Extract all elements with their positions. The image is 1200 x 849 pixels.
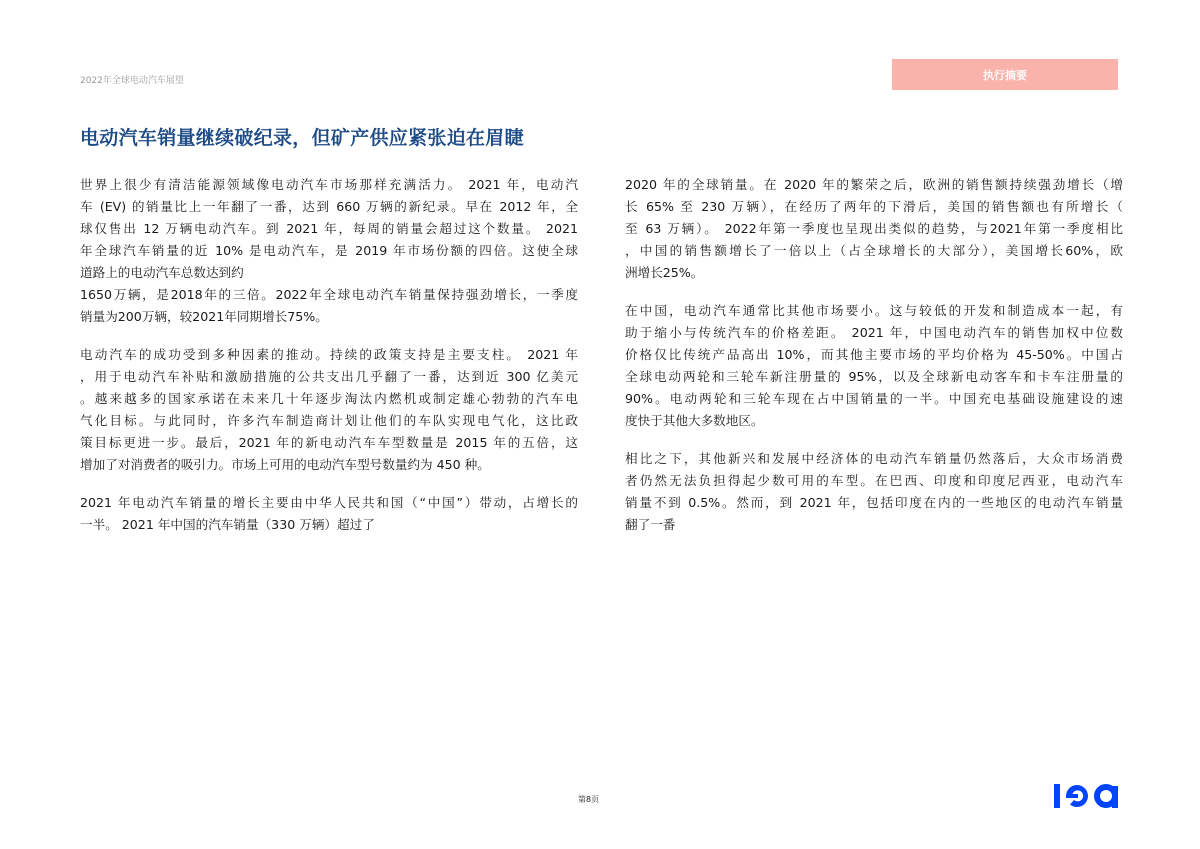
- text-line: 度快于其他大多数地区。: [625, 413, 764, 428]
- paragraph: [80, 492, 578, 536]
- paragraph: [80, 344, 578, 476]
- text-line: 助于缩小与传统汽车的价格差距。 2021 年，中国电动汽车的销售加权中位数: [625, 325, 1123, 340]
- text-line: 者仍然无法负担得起少数可用的车型。在巴西、印度和印度尼西亚，电动汽车: [625, 473, 1123, 488]
- paragraph: [625, 300, 1123, 432]
- text-line: 销量不到 0.5%。然而，到 2021 年，包括印度在内的一些地区的电动汽车销量: [625, 495, 1123, 510]
- text-line: ，中国的销售额增长了一倍以上（占全球增长的大部分），美国增长60%，欧: [625, 243, 1123, 258]
- text-line: 相比之下，其他新兴和发展中经济体的电动汽车销量仍然落后，大众市场消费: [625, 451, 1123, 466]
- text-line: 增加了对消费者的吸引力。市场上可用的电动汽车型号数量约为 450 种。: [80, 457, 490, 472]
- text-line: 道路上的电动汽车总数达到约: [80, 265, 244, 280]
- text-line: 车 (EV) 的销量比上一年翻了一番，达到 660 万辆的新纪录。早在 2012 年，全: [80, 199, 578, 214]
- paragraph: [80, 174, 578, 328]
- text-line: 销量为200万辆，较2021年同期增长75%。: [80, 309, 328, 324]
- text-line: 一半。 2021 年中国的汽车销量（330 万辆）超过了: [80, 517, 375, 532]
- text-line: 气化目标。与此同时，许多汽车制造商计划让他们的车队实现电气化，这比政: [80, 413, 578, 428]
- body-column-left: [80, 174, 578, 552]
- paragraph: [625, 174, 1123, 284]
- text-line: 在中国，电动汽车通常比其他市场要小。这与较低的开发和制造成本一起，有: [625, 303, 1123, 318]
- text-line: 。越来越多的国家承诺在未来几十年逐步淘汰内燃机或制定雄心勃勃的汽车电: [80, 391, 578, 406]
- paragraph: [625, 448, 1123, 536]
- text-line: 1650万辆，是2018年的三倍。2022年全球电动汽车销量保持强劲增长，一季度: [80, 287, 578, 302]
- page-number: 第8页: [578, 795, 600, 804]
- section-tab-executive-summary[interactable]: 执行摘要: [892, 59, 1118, 90]
- text-line: 年全球汽车销量的近 10% 是电动汽车，是 2019 年市场份额的四倍。这使全球: [80, 243, 578, 258]
- text-line: 2021 年电动汽车销量的增长主要由中华人民共和国（“中国”）带动，占增长的: [80, 495, 578, 510]
- iea-logo: [1052, 780, 1120, 816]
- page-title: 电动汽车销量继续破纪录，但矿产供应紧张迫在眉睫: [80, 127, 524, 149]
- text-line: 翻了一番: [625, 517, 676, 532]
- text-line: 策目标更进一步。最后，2021 年的新电动汽车车型数量是 2015 年的五倍，这: [80, 435, 578, 450]
- text-line: 至 63 万辆）。 2022年第一季度也呈现出类似的趋势，与2021年第一季度相比: [625, 221, 1123, 236]
- text-line: 电动汽车的成功受到多种因素的推动。持续的政策支持是主要支柱。 2021 年: [80, 347, 578, 362]
- text-line: 长 65% 至 230 万辆），在经历了两年的下滑后，美国的销售额也有所增长（: [625, 199, 1123, 214]
- text-line: 全球电动两轮和三轮车新注册量的 95%，以及全球新电动客车和卡车注册量的: [625, 369, 1123, 384]
- text-line: 2020 年的全球销量。在 2020 年的繁荣之后，欧洲的销售额持续强劲增长（增: [625, 177, 1123, 192]
- text-line: 价格仅比传统产品高出 10%，而其他主要市场的平均价格为 45-50%。中国占: [625, 347, 1123, 362]
- text-line: 球仅售出 12 万辆电动汽车。到 2021 年，每周的销量会超过这个数量。 2021: [80, 221, 578, 236]
- text-line: 洲增长25%。: [625, 265, 704, 280]
- body-column-right: [625, 174, 1123, 552]
- text-line: ，用于电动汽车补贴和激励措施的公共支出几乎翻了一番，达到近 300 亿美元: [80, 369, 578, 384]
- text-line: 世界上很少有清洁能源领域像电动汽车市场那样充满活力。 2021 年，电动汽: [80, 177, 578, 192]
- running-header-title: 2022年全球电动汽车展望: [80, 76, 184, 86]
- text-line: 90%。电动两轮和三轮车现在占中国销量的一半。中国充电基础设施建设的速: [625, 391, 1123, 406]
